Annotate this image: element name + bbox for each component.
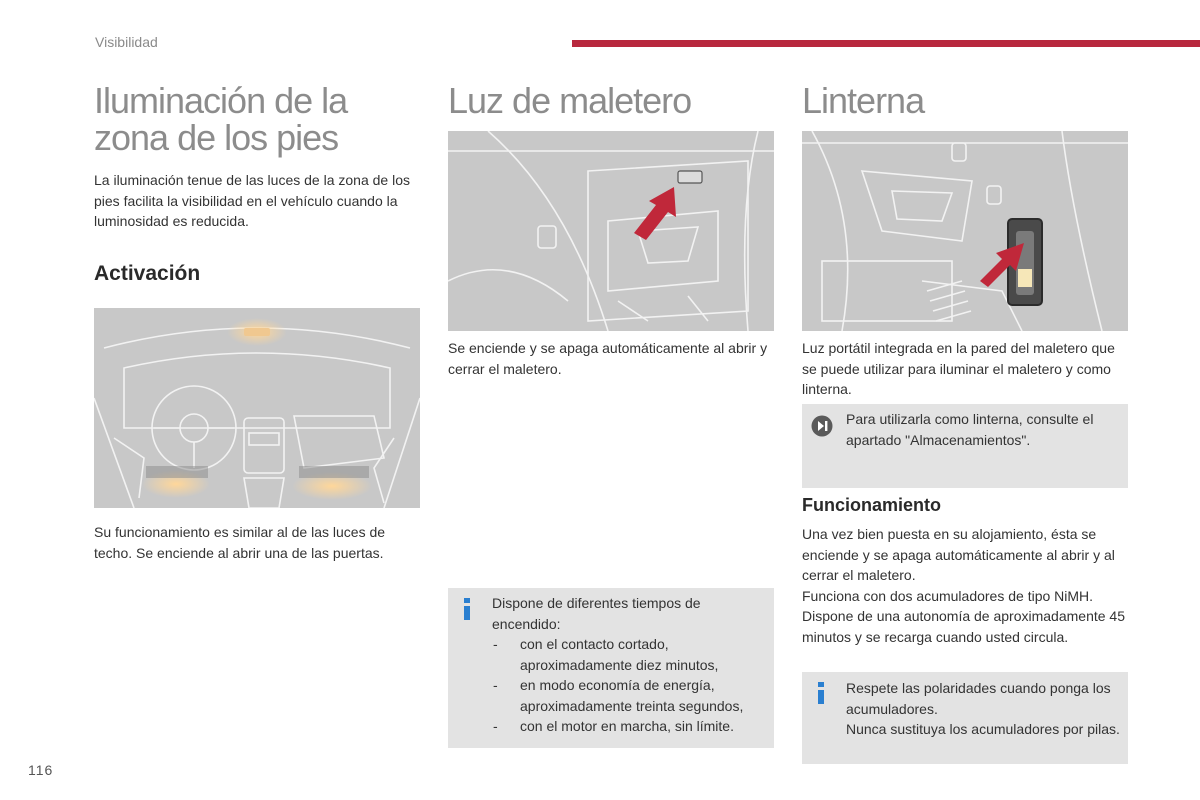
section-label: Visibilidad <box>95 34 158 50</box>
list-item: - con el motor en marcha, sin límite. <box>493 718 734 734</box>
section-accent-bar <box>572 40 1200 47</box>
storage-reference-note <box>802 404 1128 488</box>
footwell-illustration <box>94 308 420 508</box>
footwell-caption: Su funcionamiento es similar al de las luces de techo. Se enciende al abrir una de las puertas. <box>94 524 386 561</box>
flashlight-caption: Luz portátil integrada en la pared del maletero que se puede utilizar para iluminar el maletero y como linterna. <box>802 340 1115 397</box>
footwell-title: Iluminación de la zona de los pies <box>94 80 348 158</box>
storage-reference-text: Para utilizarla como linterna, consulte el apartado "Almacenamientos". <box>846 411 1094 448</box>
info-icon <box>462 598 472 620</box>
list-item: - con el contacto cortado, aproximadamente diez minutos, <box>493 636 719 673</box>
activation-heading: Activación <box>94 262 201 285</box>
boot-light-illustration <box>448 131 774 331</box>
page-number: 116 <box>28 762 54 778</box>
list-item: - en modo economía de energía, aproximadamente treinta segundos, <box>493 677 744 714</box>
flashlight-title: Linterna <box>802 80 925 121</box>
operation-body: Una vez bien puesta en su alojamiento, ésta se enciende y se apaga automáticamente al abrir y al cerrar el maletero. Funciona con dos acumuladores de tipo NiMH. Dispone de una autonomía de aproximadamente 45 minutos y se recarga cuando usted circula. <box>802 526 1125 645</box>
info-icon <box>816 682 826 704</box>
reference-arrow-icon <box>811 415 833 437</box>
boot-light-caption: Se enciende y se apaga automáticamente al abrir y cerrar el maletero. <box>448 340 768 377</box>
flashlight-illustration <box>802 131 1128 331</box>
lighting-times-intro: Dispone de diferentes tiempos de encendido: <box>492 595 701 632</box>
footwell-intro: La iluminación tenue de las luces de la zona de los pies facilita la visibilidad en el vehículo cuando la luminosidad es reducida. <box>94 172 410 229</box>
lighting-times-list <box>492 634 770 737</box>
battery-note <box>802 672 1128 764</box>
lighting-times-note <box>448 588 774 748</box>
operation-heading: Funcionamiento <box>802 495 941 515</box>
battery-note-text: Respete las polaridades cuando ponga los acumuladores. Nunca sustituya los acumuladores por pilas. <box>846 680 1120 737</box>
boot-light-title: Luz de maletero <box>448 80 692 121</box>
